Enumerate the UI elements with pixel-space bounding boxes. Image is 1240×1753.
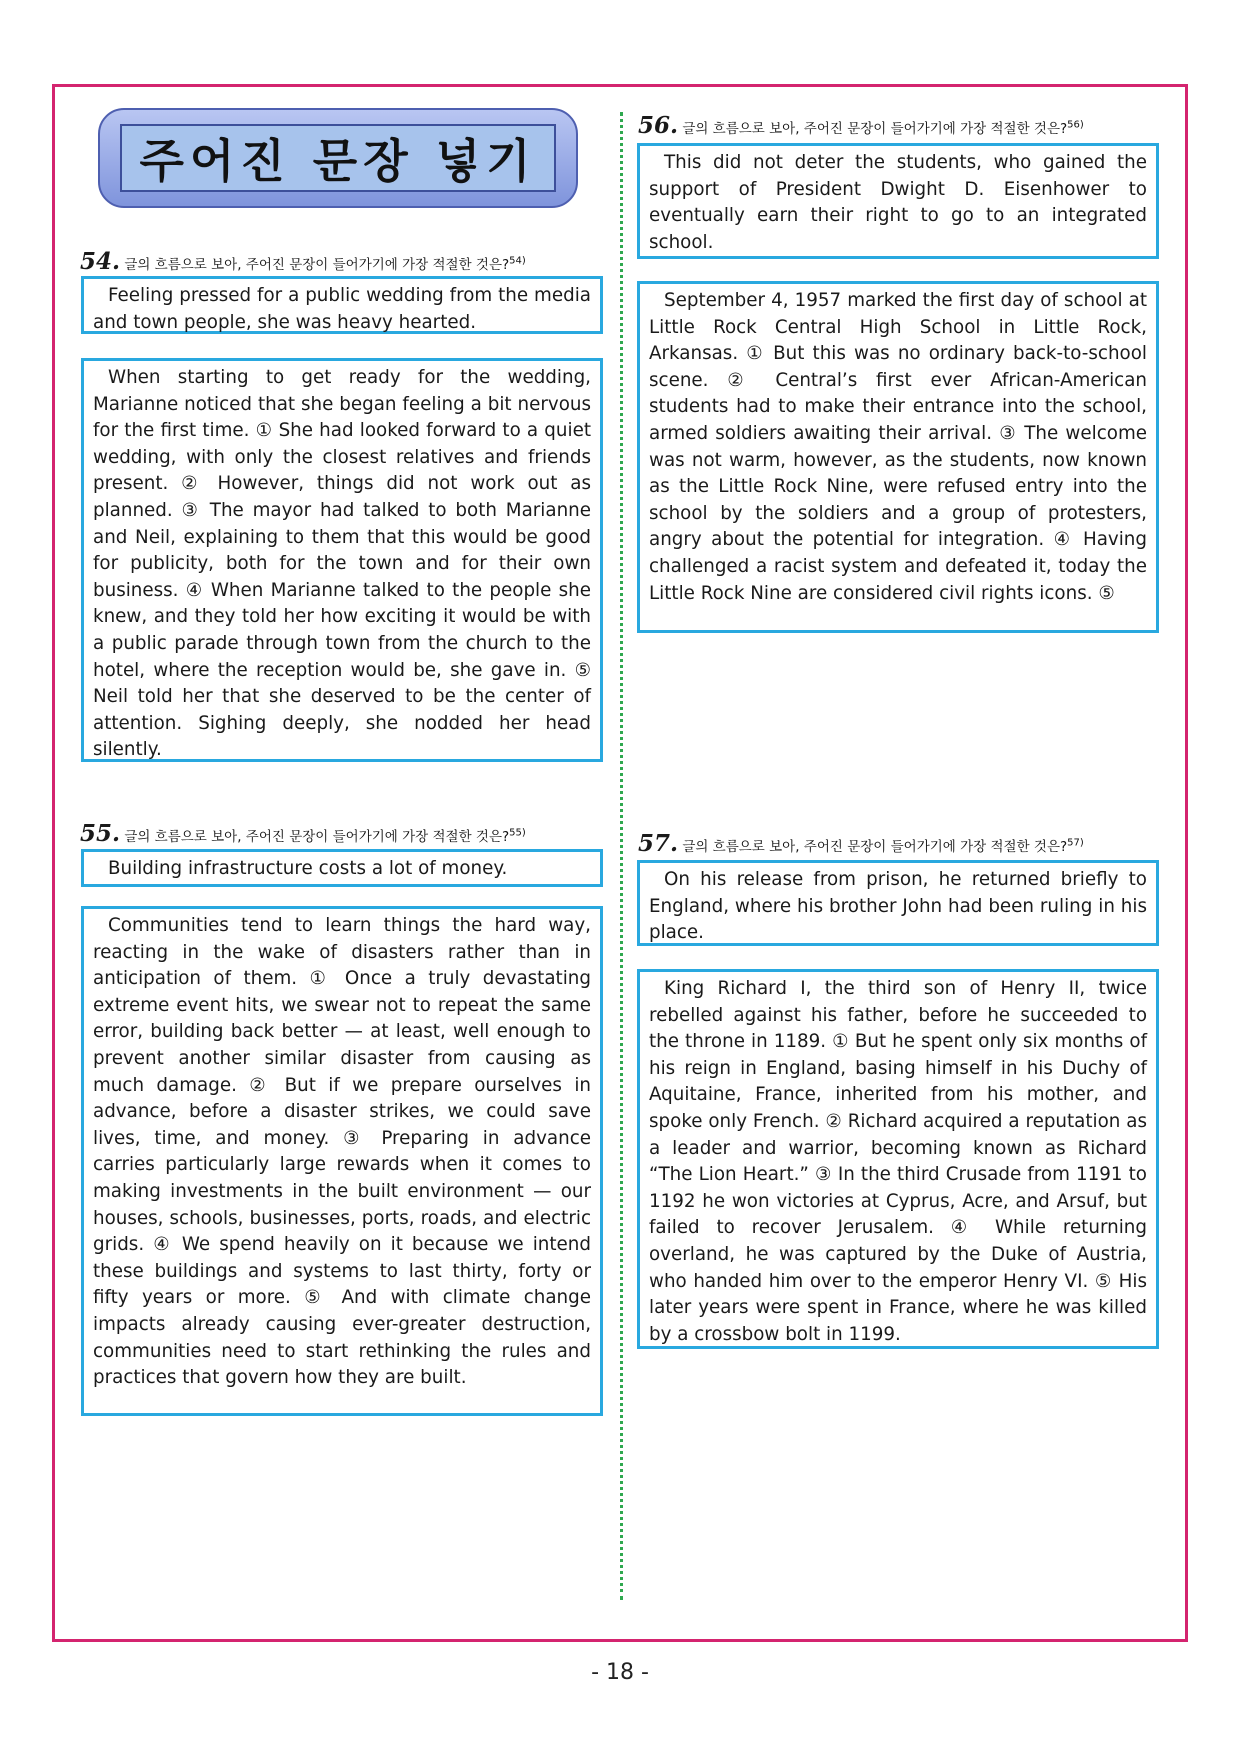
question-prompt: 글의 흐름으로 보아, 주어진 문장이 들어가기에 가장 적절한 것은?: [682, 839, 1068, 855]
given-sentence-box-55: [81, 849, 603, 887]
given-sentence: Building infrastructure costs a lot of money.: [108, 858, 508, 879]
column-divider: [620, 112, 623, 1600]
given-sentence: On his release from prison, he returned briefly to England, where his brother John had been ruling in his place.: [649, 869, 1147, 944]
footnote-marker: 55): [509, 827, 526, 839]
section-title: 주어진 문장 넣기: [120, 124, 556, 192]
passage-box-55: [81, 906, 603, 1416]
passage-box-54: [81, 358, 603, 762]
question-57-header: [638, 830, 1084, 857]
given-sentence-box-56: [637, 143, 1159, 259]
question-prompt: 글의 흐름으로 보아, 주어진 문장이 들어가기에 가장 적절한 것은?: [124, 829, 510, 845]
question-55-header: [80, 820, 526, 847]
question-number: 54.: [80, 248, 121, 275]
question-54-header: [80, 248, 526, 275]
footnote-marker: 56): [1067, 119, 1084, 131]
given-sentence-box-54: [81, 276, 603, 334]
passage-text: September 4, 1957 marked the first day of school at Little Rock Central High School in Little Rock, Arkansas. ① But this was no ordinary back-to-school scene. ② Central’s first ever African-American students had to make their entrance into the school, armed soldiers awaiting their arrival. ③ The welcome was not warm, however, as the students, now known as the Little Rock Nine, were refused entry into the school by the soldiers and a group of protesters, angry about the potential for integration. ④ Having challenged a racist system and defeated it, today the Little Rock Nine are considered civil rights icons. ⑤: [649, 290, 1147, 604]
given-sentence-box-57: [637, 860, 1159, 946]
passage-box-57: [637, 969, 1159, 1349]
given-sentence: This did not deter the students, who gained the support of President Dwight D. Eisenhower to eventually earn their right to go to an integrated school.: [649, 152, 1147, 253]
question-prompt: 글의 흐름으로 보아, 주어진 문장이 들어가기에 가장 적절한 것은?: [682, 121, 1068, 137]
question-number: 56.: [638, 112, 679, 139]
question-prompt: 글의 흐름으로 보아, 주어진 문장이 들어가기에 가장 적절한 것은?: [124, 257, 510, 273]
passage-text: King Richard I, the third son of Henry II, twice rebelled against his father, before he succeeded to the throne in 1189. ① But he spent only six months of his reign in England, basing himself in his Duchy of Aquitaine, France, inherited from his mother, and spoke only French. ② Richard acquired a reputation as a leader and warrior, becoming known as Richard “The Lion Heart.” ③ In the third Crusade from 1191 to 1192 he won victories at Cyprus, Acre, and Arsuf, but failed to recover Jerusalem. ④ While returning overland, he was captured by the Duke of Austria, who handed him over to the emperor Henry VI. ⑤ His later years were spent in France, where he was killed by a crossbow bolt in 1199.: [649, 978, 1147, 1345]
question-number: 57.: [638, 830, 679, 857]
page-number: - 18 -: [591, 1660, 649, 1685]
passage-text: Communities tend to learn things the hard way, reacting in the wake of disasters rather than in anticipation of them. ① Once a truly devastating extreme event hits, we swear not to repeat the same error, building back better — at least, well enough to prevent another similar disaster from causing as much damage. ② But if we prepare ourselves in advance, before a disaster strikes, we could save lives, time, and money. ③ Preparing in advance carries particularly large rewards when it comes to making investments in the built environment — our houses, schools, businesses, ports, roads, and electric grids. ④ We spend heavily on it because we intend these buildings and systems to last thirty, forty or fifty years or more. ⑤ And with climate change impacts already causing ever-greater destruction, communities need to start rethinking the rules and practices that govern how they are built.: [93, 915, 591, 1389]
question-number: 55.: [80, 820, 121, 847]
passage-box-56: [637, 281, 1159, 633]
footnote-marker: 57): [1067, 837, 1084, 849]
question-56-header: [638, 112, 1084, 139]
passage-text: When starting to get ready for the wedding, Marianne noticed that she began feeling a bit nervous for the first time. ① She had looked forward to a quiet wedding, with only the closest relatives and friends present. ② However, things did not work out as planned. ③ The mayor had talked to both Marianne and Neil, explaining to them that this would be good for publicity, both for the town and for their own business. ④ When Marianne talked to the people she knew, and they told her how exciting it would be with a public parade through town from the church to the hotel, where the reception would be, she gave in. ⑤ Neil told her that she deserved to be the center of attention. Sighing deeply, she nodded her head silently.: [93, 367, 591, 761]
given-sentence: Feeling pressed for a public wedding from the media and town people, she was heavy hearted.: [93, 285, 591, 333]
footnote-marker: 54): [509, 255, 526, 267]
